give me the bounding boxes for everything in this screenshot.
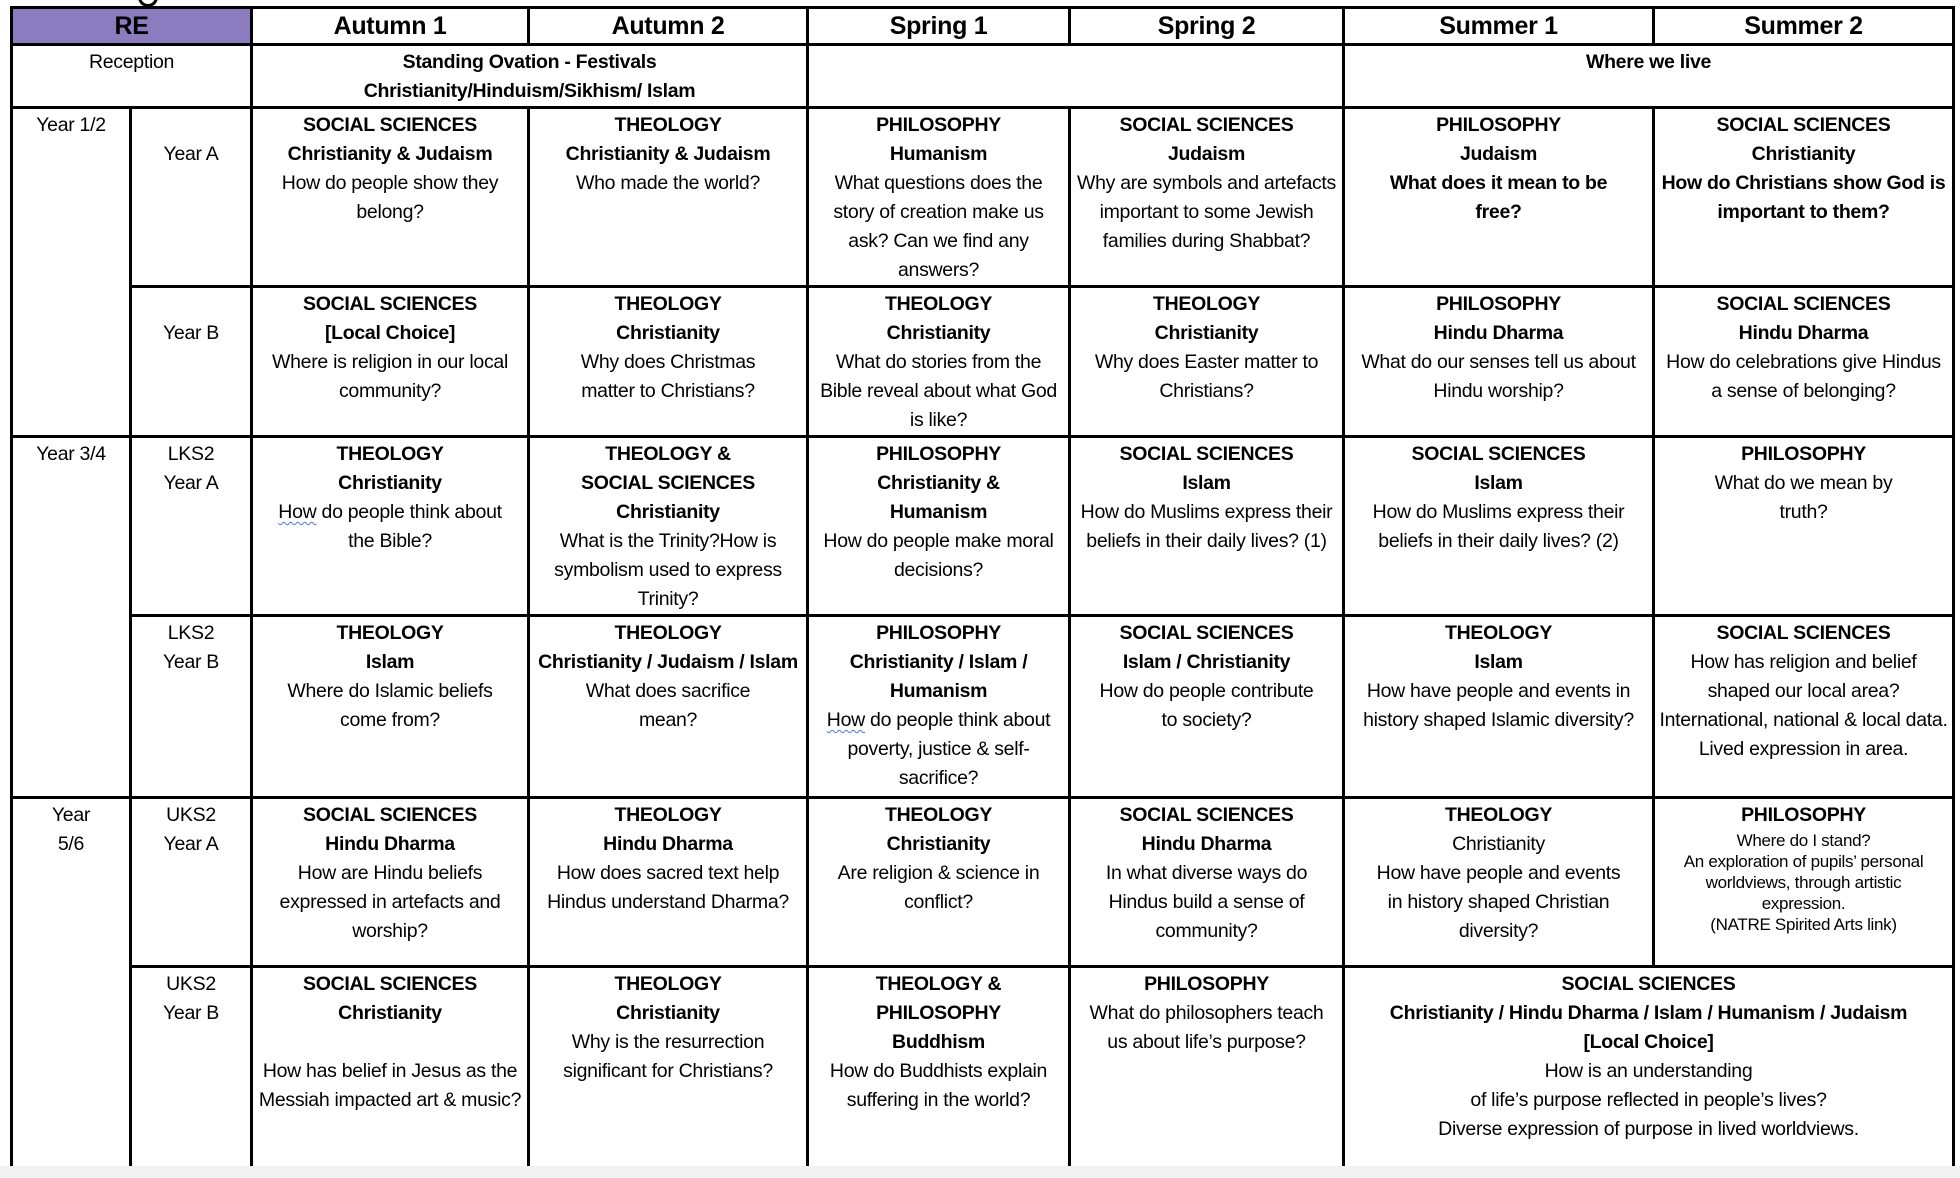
unit-strand: PHILOSOPHY (876, 622, 1001, 644)
reception-spring (808, 45, 1344, 108)
unit-question: How do people make moral decisions? (823, 530, 1054, 581)
unit-question: Why does Easter matter to Christians? (1094, 351, 1319, 402)
unit-strand: THEOLOGY & PHILOSOPHY (875, 973, 1002, 1024)
unit-religion: Christianity (616, 1002, 720, 1024)
unit-strand: SOCIAL SCIENCES (1716, 114, 1891, 136)
unit-question: Why does Christmas matter to Christians? (580, 351, 756, 402)
subject-header: RE (12, 8, 252, 45)
unit-question: Why are symbols and artefacts important to some Jewish families during Shabbat? (1077, 172, 1337, 252)
reception-autumn (252, 45, 808, 108)
unit-cell (1654, 616, 1954, 798)
unit-religion: Christianity (1452, 833, 1545, 855)
unit-cell (529, 967, 808, 1174)
cohort-year: Year B (162, 1002, 220, 1024)
unit-strand: THEOLOGY (614, 293, 722, 315)
unit-cell (1344, 287, 1654, 437)
unit-religion: Christianity (886, 322, 991, 344)
unit-strand: SOCIAL SCIENCES (1411, 443, 1586, 465)
unit-strand: SOCIAL SCIENCES (303, 114, 477, 136)
unit-cell (808, 616, 1070, 798)
unit-religion: Hindu Dharma (1433, 322, 1564, 344)
unit-question: What do philosophers teach us about life’s purpose? (1089, 1002, 1324, 1053)
unit-cell (1070, 967, 1344, 1174)
unit-cell (252, 798, 529, 967)
cohort-year: Year B (162, 651, 220, 673)
unit-strand: THEOLOGY (885, 804, 993, 826)
unit-cell (1070, 616, 1344, 798)
unit-question: How has belief in Jesus as the Messiah impacted art & music? (258, 1060, 522, 1111)
unit-cell (1070, 287, 1344, 437)
unit-religion: Judaism (1168, 143, 1246, 165)
unit-cell (808, 287, 1070, 437)
year-group-label (12, 798, 131, 1174)
unit-cell (1344, 798, 1654, 967)
unit-religion: Hindu Dharma (325, 833, 455, 855)
unit-description: An exploration of pupils’ personal worldviews, through artistic expression. (1683, 852, 1924, 913)
unit-question: How do Christians show God is important to them? (1661, 172, 1946, 223)
unit-question: Why is the resurrection significant for Christians? (563, 1031, 773, 1082)
reception-label: Reception (12, 45, 252, 108)
unit-cell (252, 108, 529, 287)
table-row (12, 798, 1954, 967)
unit-cell (252, 287, 529, 437)
unit-question-rest: do people think about poverty, justice & self-sacrifice? (847, 709, 1051, 789)
unit-strand: PHILOSOPHY (1436, 114, 1561, 136)
year-group-word: Year (51, 804, 91, 826)
cohort-label: Year B (131, 287, 252, 437)
unit-cell (1654, 798, 1954, 967)
term-header-spring-2: Spring 2 (1070, 8, 1344, 45)
unit-cell (529, 798, 808, 967)
unit-strand: PHILOSOPHY (876, 443, 1001, 465)
unit-religion: Christianity (1751, 143, 1856, 165)
unit-question: How have people and events in history shaped Christian diversity? (1376, 862, 1621, 942)
unit-strand: THEOLOGY (614, 622, 722, 644)
table-row (12, 287, 1954, 437)
unit-cell (1344, 967, 1954, 1174)
unit-religion: Christianity / Judaism / Islam (538, 651, 798, 673)
unit-strand: SOCIAL SCIENCES (1561, 973, 1736, 995)
unit-cell (1344, 108, 1654, 287)
unit-strand: PHILOSOPHY (876, 114, 1001, 136)
cohort-year: Year A (163, 833, 219, 855)
unit-question: How do people contribute to society? (1099, 680, 1314, 731)
unit-strand: THEOLOGY (1445, 804, 1553, 826)
unit-religion: Christianity (886, 833, 991, 855)
unit-religion: Islam (365, 651, 415, 673)
unit-religion: Islam / Christianity (1122, 651, 1291, 673)
unit-religion: Judaism (1460, 143, 1538, 165)
spacer (257, 1028, 523, 1057)
unit-strand: PHILOSOPHY (1741, 443, 1866, 465)
cohort-year: Year A (163, 472, 219, 494)
unit-strand: THEOLOGY (614, 804, 722, 826)
unit-question: In what diverse ways do Hindus build a sense of community? (1105, 862, 1308, 942)
table-row (12, 616, 1954, 798)
unit-question: Who made the world? (576, 172, 760, 194)
unit-question: Are religion & science in conflict? (837, 862, 1040, 913)
term-header-summer-1: Summer 1 (1344, 8, 1654, 45)
unit-strand: PHILOSOPHY (1741, 804, 1866, 826)
unit-question: How do people show they belong? (281, 172, 499, 223)
unit-question-rest: do people think about the Bible? (316, 501, 502, 552)
unit-link-note: (NATRE Spirited Arts link) (1710, 915, 1897, 934)
unit-question (257, 498, 523, 556)
unit-cell (808, 967, 1070, 1174)
unit-question: What does sacrifice mean? (585, 680, 751, 731)
year-group-number: 5/6 (57, 833, 85, 855)
unit-strand: PHILOSOPHY (1436, 293, 1561, 315)
unit-question: What do we mean by truth? (1714, 472, 1893, 523)
unit-strand: PHILOSOPHY (1144, 973, 1269, 995)
cohort-stage: LKS2 (167, 443, 215, 465)
unit-question: How have people and events in history shaped Islamic diversity? (1363, 680, 1634, 731)
reception-summer (1344, 45, 1954, 108)
unit-question: How has religion and belief shaped our local area? International, national & local data. Lived expression in area. (1659, 651, 1948, 760)
unit-strand: SOCIAL SCIENCES (303, 973, 477, 995)
spellcheck-word: How (826, 709, 865, 731)
year-group-label: Year 3/4 (12, 437, 131, 798)
unit-religion: Buddhism (892, 1031, 985, 1053)
unit-religion: Islam (1182, 472, 1231, 494)
unit-strand: THEOLOGY (336, 622, 444, 644)
unit-cell (808, 437, 1070, 616)
unit-question: What questions does the story of creation make us ask? Can we find any answers? (833, 172, 1044, 281)
unit-question: How do Muslims express their beliefs in their daily lives? (1) (1080, 501, 1333, 552)
unit-strand: SOCIAL SCIENCES (1119, 804, 1294, 826)
unit-strand: SOCIAL SCIENCES (1119, 622, 1294, 644)
unit-cell (1070, 437, 1344, 616)
cohort-label (131, 798, 252, 967)
cohort-label (131, 437, 252, 616)
cohort-stage: UKS2 (166, 973, 216, 995)
unit-cell (1070, 798, 1344, 967)
term-header-spring-1: Spring 1 (808, 8, 1070, 45)
cohort-label: Year A (131, 108, 252, 287)
unit-cell (252, 437, 529, 616)
reception-autumn-title: Standing Ovation - Festivals (402, 51, 657, 73)
unit-religion: Christianity / Islam / Humanism (849, 651, 1028, 702)
unit-strand: THEOLOGY (336, 443, 444, 465)
unit-cell (529, 287, 808, 437)
unit-cell (1070, 108, 1344, 287)
table-row (12, 437, 1954, 616)
unit-cell (529, 108, 808, 287)
unit-religion: Christianity (338, 1002, 442, 1024)
unit-cell (252, 967, 529, 1174)
unit-religion: Islam (1474, 472, 1523, 494)
cohort-stage: LKS2 (167, 622, 215, 644)
unit-question: How does sacred text help Hindus understand Dharma? (547, 862, 789, 913)
page-background (0, 1166, 1960, 1178)
unit-cell (1344, 616, 1654, 798)
unit-question: Where do Islamic beliefs come from? (287, 680, 493, 731)
unit-question: How do celebrations give Hindus a sense of belonging? (1666, 351, 1941, 402)
unit-strand: THEOLOGY (614, 114, 722, 136)
unit-cell (252, 616, 529, 798)
unit-strand: THEOLOGY (614, 973, 722, 995)
term-header-autumn-2: Autumn 2 (529, 8, 808, 45)
unit-religion: Christianity / Hindu Dharma / Islam / Humanism / Judaism [Local Choice] (1389, 1002, 1908, 1053)
unit-religion: Christianity (338, 472, 442, 494)
unit-question: What do stories from the Bible reveal about what God is like? (820, 351, 1057, 431)
unit-question: How do Muslims express their beliefs in their daily lives? (2) (1372, 501, 1625, 552)
reception-summer-title: Where we live (1585, 51, 1712, 73)
reception-autumn-religions: Christianity/Hinduism/Sikhism/ Islam (363, 80, 696, 102)
unit-cell (1654, 287, 1954, 437)
cohort-label (131, 616, 252, 798)
unit-question: How is an understanding (1544, 1060, 1753, 1082)
unit-strand: SOCIAL SCIENCES (1716, 622, 1891, 644)
unit-cell (808, 798, 1070, 967)
unit-question: What is the Trinity?How is symbolism used to express Trinity? (554, 530, 782, 610)
unit-cell (1654, 108, 1954, 287)
table-row (12, 108, 1954, 287)
unit-religion: Christianity & Judaism (287, 143, 493, 165)
unit-question: What does it mean to be free? (1389, 172, 1608, 223)
unit-religion: Islam (1474, 651, 1523, 673)
unit-strand: SOCIAL SCIENCES (1119, 114, 1294, 136)
unit-strand: THEOLOGY (885, 293, 993, 315)
unit-cell (1344, 437, 1654, 616)
term-header-summer-2: Summer 2 (1654, 8, 1954, 45)
unit-cell (808, 108, 1070, 287)
unit-question: Where do I stand? (1736, 831, 1871, 850)
unit-cell (529, 616, 808, 798)
unit-cell (1654, 437, 1954, 616)
unit-religion: Christianity & Humanism (877, 472, 1000, 523)
reception-row (12, 45, 1954, 108)
unit-strand: THEOLOGY & SOCIAL SCIENCES (581, 443, 755, 494)
unit-religion: Christianity (1154, 322, 1259, 344)
unit-religion: Hindu Dharma (603, 833, 733, 855)
unit-religion: [Local Choice] (324, 322, 456, 344)
year-group-label: Year 1/2 (12, 108, 131, 437)
unit-question: How do Buddhists explain suffering in the world? (829, 1060, 1048, 1111)
header-row (12, 8, 1954, 45)
unit-cell (529, 437, 808, 616)
unit-question: What do our senses tell us about Hindu worship? (1361, 351, 1636, 402)
unit-description: Diverse expression of purpose in lived worldviews. (1438, 1118, 1859, 1140)
cohort-stage: UKS2 (166, 804, 216, 826)
unit-strand: THEOLOGY (1153, 293, 1261, 315)
unit-strand: SOCIAL SCIENCES (303, 293, 477, 315)
term-header-autumn-1: Autumn 1 (252, 8, 529, 45)
spellcheck-word: How (278, 501, 317, 523)
unit-strand: SOCIAL SCIENCES (303, 804, 477, 826)
unit-religion: Hindu Dharma (1141, 833, 1272, 855)
unit-question: Where is religion in our local community? (272, 351, 508, 402)
unit-strand: SOCIAL SCIENCES (1716, 293, 1891, 315)
unit-religion: Christianity (616, 501, 720, 523)
unit-religion: Hindu Dharma (1738, 322, 1869, 344)
unit-strand: SOCIAL SCIENCES (1119, 443, 1294, 465)
cohort-label (131, 967, 252, 1174)
unit-religion: Humanism (889, 143, 988, 165)
unit-question (813, 706, 1064, 793)
unit-religion: Christianity (616, 322, 720, 344)
table-row (12, 967, 1954, 1174)
re-curriculum-table (10, 6, 1955, 1175)
unit-strand: THEOLOGY (1445, 622, 1553, 644)
unit-question: How are Hindu beliefs expressed in artefacts and worship? (279, 862, 501, 942)
unit-question-continued: of life’s purpose reflected in people’s lives? (1470, 1089, 1827, 1111)
unit-religion: Christianity & Judaism (565, 143, 771, 165)
